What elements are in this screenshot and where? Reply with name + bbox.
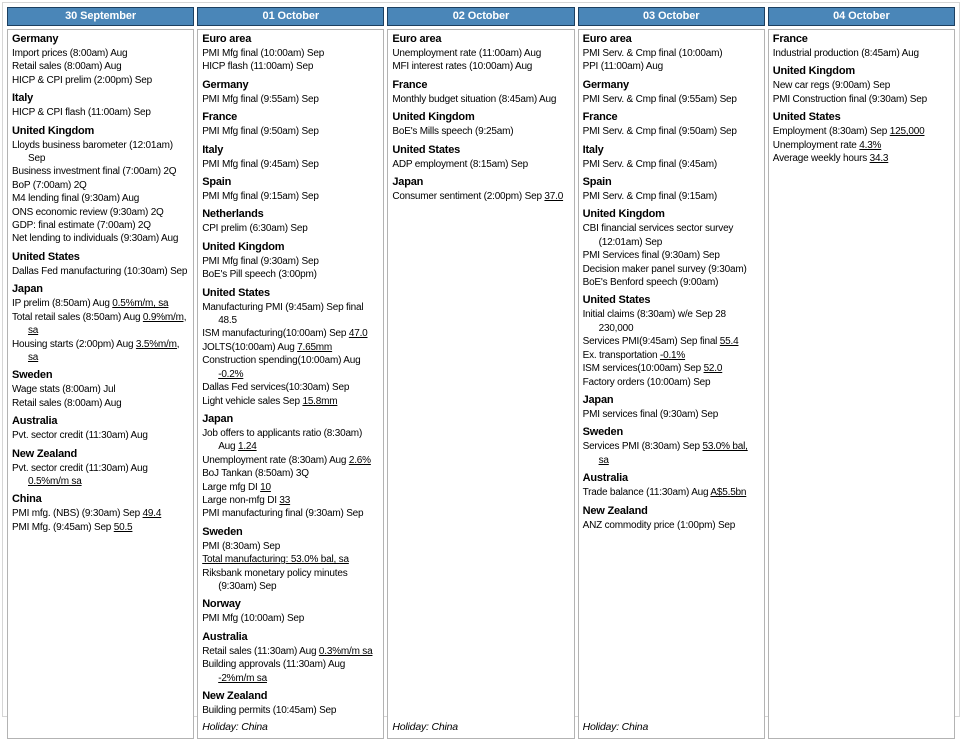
country-section-euro-area bbox=[202, 32, 379, 74]
country-section-spain bbox=[202, 171, 379, 203]
event-item: Factory orders (10:00am) Sep bbox=[583, 376, 760, 389]
event-item: Riksbank monetary policy minutes (9:30am) Sep bbox=[202, 567, 379, 594]
event-item: Housing starts (2:00pm) Aug 3.5%m/m, sa bbox=[12, 338, 189, 365]
event-item: Import prices (8:00am) Aug bbox=[12, 47, 189, 60]
day-column-30-september bbox=[7, 7, 194, 739]
country-section-sweden bbox=[202, 521, 379, 594]
event-item: PMI Mfg (10:00am) Sep bbox=[202, 612, 379, 625]
event-item: Business investment final (7:00am) 2Q bbox=[12, 165, 189, 178]
event-item: PMI manufacturing final (9:30am) Sep bbox=[202, 507, 379, 520]
event-item: PPI (11:00am) Aug bbox=[583, 60, 760, 73]
calendar-grid bbox=[7, 7, 955, 710]
country-section-united-states bbox=[392, 139, 569, 171]
country-header: Italy bbox=[583, 144, 760, 157]
country-header: Italy bbox=[12, 92, 189, 105]
event-item: HICP flash (11:00am) Sep bbox=[202, 60, 379, 73]
country-header: China bbox=[12, 493, 189, 506]
event-item: Large mfg DI 10 bbox=[202, 481, 379, 494]
event-item: BoJ Tankan (8:50am) 3Q bbox=[202, 467, 379, 480]
event-value: -0.1% bbox=[660, 350, 685, 361]
country-header: United States bbox=[773, 111, 950, 124]
country-section-united-kingdom bbox=[773, 60, 950, 106]
date-header: 04 October bbox=[768, 7, 955, 26]
country-section-japan bbox=[202, 408, 379, 521]
country-header: United Kingdom bbox=[12, 125, 189, 138]
country-header: New Zealand bbox=[12, 448, 189, 461]
date-header: 03 October bbox=[578, 7, 765, 26]
country-section-sweden bbox=[583, 421, 760, 467]
event-item: PMI Mfg final (9:45am) Sep bbox=[202, 158, 379, 171]
day-column-02-october bbox=[387, 7, 574, 739]
event-item: Building permits (10:45am) Sep bbox=[202, 704, 379, 717]
country-header: France bbox=[583, 111, 760, 124]
country-header: New Zealand bbox=[202, 690, 379, 703]
event-item: BoE's Mills speech (9:25am) bbox=[392, 125, 569, 138]
country-section-germany bbox=[202, 74, 379, 106]
country-header: Australia bbox=[583, 472, 760, 485]
event-value: 1.24 bbox=[238, 441, 257, 452]
event-value: 0.9%m/m, sa bbox=[28, 312, 186, 336]
holiday-note: Holiday: China bbox=[583, 717, 760, 733]
event-item: Pvt. sector credit (11:30am) Aug bbox=[12, 429, 189, 442]
event-item: Unemployment rate 4.3% bbox=[773, 139, 950, 152]
event-item: Ex. transportation -0.1% bbox=[583, 349, 760, 362]
day-events bbox=[7, 29, 194, 739]
event-item: ANZ commodity price (1:00pm) Sep bbox=[583, 519, 760, 532]
event-value: 3.5%m/m, sa bbox=[28, 339, 179, 363]
event-value: 49.4 bbox=[143, 508, 162, 519]
country-header: France bbox=[202, 111, 379, 124]
day-events bbox=[578, 29, 765, 739]
event-item: Trade balance (11:30am) Aug A$5.5bn bbox=[583, 486, 760, 499]
country-section-germany bbox=[12, 32, 189, 87]
country-header: Netherlands bbox=[202, 208, 379, 221]
country-header: Sweden bbox=[12, 369, 189, 382]
date-header: 30 September bbox=[7, 7, 194, 26]
event-value: 0.5%m/m sa bbox=[28, 476, 82, 487]
country-section-united-kingdom bbox=[202, 236, 379, 282]
event-value: 33 bbox=[279, 495, 290, 506]
event-value: 50.5 bbox=[114, 522, 133, 533]
country-header: Norway bbox=[202, 598, 379, 611]
event-item: PMI Mfg final (9:55am) Sep bbox=[202, 93, 379, 106]
country-section-australia bbox=[583, 467, 760, 499]
event-item: ADP employment (8:15am) Sep bbox=[392, 158, 569, 171]
event-item: PMI Serv. & Cmp final (9:15am) bbox=[583, 190, 760, 203]
event-item: Services PMI(9:45am) Sep final 55.4 bbox=[583, 335, 760, 348]
event-item: Monthly budget situation (8:45am) Aug bbox=[392, 93, 569, 106]
country-section-united-states bbox=[12, 246, 189, 278]
country-section-italy bbox=[583, 139, 760, 171]
event-item: CPI prelim (6:30am) Sep bbox=[202, 222, 379, 235]
country-section-new-zealand bbox=[12, 443, 189, 489]
event-value: 2.6% bbox=[349, 455, 371, 466]
country-section-japan bbox=[392, 171, 569, 203]
country-header: Euro area bbox=[202, 33, 379, 46]
event-item: Average weekly hours 34.3 bbox=[773, 152, 950, 165]
event-item: PMI Serv. & Cmp final (9:45am) bbox=[583, 158, 760, 171]
event-value: -0.2% bbox=[218, 369, 243, 380]
country-section-france bbox=[583, 106, 760, 138]
country-section-new-zealand bbox=[583, 500, 760, 532]
event-item: Building approvals (11:30am) Aug -2%m/m sa bbox=[202, 658, 379, 685]
country-header: France bbox=[392, 79, 569, 92]
event-item: PMI (8:30am) Sep bbox=[202, 540, 379, 553]
country-header: Germany bbox=[583, 79, 760, 92]
event-item: PMI services final (9:30am) Sep bbox=[583, 408, 760, 421]
event-item: PMI Serv. & Cmp final (10:00am) bbox=[583, 47, 760, 60]
event-item: Light vehicle sales Sep 15.8mm bbox=[202, 395, 379, 408]
country-section-italy bbox=[202, 139, 379, 171]
country-section-sweden bbox=[12, 364, 189, 410]
country-section-united-kingdom bbox=[12, 120, 189, 246]
event-item: HICP & CPI prelim (2:00pm) Sep bbox=[12, 74, 189, 87]
event-item: PMI Mfg. (9:45am) Sep 50.5 bbox=[12, 521, 189, 534]
event-value: 7.65mm bbox=[297, 342, 332, 353]
country-header: Australia bbox=[12, 415, 189, 428]
event-value: Total manufacturing: 53.0% bal, sa bbox=[202, 554, 349, 565]
event-item: Unemployment rate (11:00am) Aug bbox=[392, 47, 569, 60]
country-header: Japan bbox=[583, 394, 760, 407]
event-item: PMI mfg. (NBS) (9:30am) Sep 49.4 bbox=[12, 507, 189, 520]
date-header: 01 October bbox=[197, 7, 384, 26]
event-item: PMI Construction final (9:30am) Sep bbox=[773, 93, 950, 106]
event-item: Employment (8:30am) Sep 125,000 bbox=[773, 125, 950, 138]
country-header: Spain bbox=[202, 176, 379, 189]
country-section-china bbox=[12, 488, 189, 534]
country-section-france bbox=[202, 106, 379, 138]
event-item: JOLTS(10:00am) Aug 7.65mm bbox=[202, 341, 379, 354]
country-section-australia bbox=[202, 626, 379, 685]
event-value: 53.0% bal, sa bbox=[599, 441, 748, 465]
holiday-note: Holiday: China bbox=[392, 717, 569, 733]
country-header: France bbox=[773, 33, 950, 46]
event-item: IP prelim (8:50am) Aug 0.5%m/m, sa bbox=[12, 297, 189, 310]
event-item: Dallas Fed manufacturing (10:30am) Sep bbox=[12, 265, 189, 278]
country-section-france bbox=[392, 74, 569, 106]
event-item: ONS economic review (9:30am) 2Q bbox=[12, 206, 189, 219]
holiday-note: Holiday: China bbox=[202, 717, 379, 733]
day-events bbox=[387, 29, 574, 739]
event-value: A$5.5bn bbox=[710, 487, 746, 498]
event-item: Services PMI (8:30am) Sep 53.0% bal, sa bbox=[583, 440, 760, 467]
country-header: Sweden bbox=[202, 526, 379, 539]
event-item: PMI Mfg final (10:00am) Sep bbox=[202, 47, 379, 60]
country-section-united-states bbox=[773, 106, 950, 165]
event-item: Decision maker panel survey (9:30am) bbox=[583, 263, 760, 276]
event-item: CBI financial services sector survey (12:01am) Sep bbox=[583, 222, 760, 249]
event-value: 47.0 bbox=[349, 328, 368, 339]
event-item: Wage stats (8:00am) Jul bbox=[12, 383, 189, 396]
country-section-japan bbox=[583, 389, 760, 421]
event-item: Pvt. sector credit (11:30am) Aug 0.5%m/m sa bbox=[12, 462, 189, 489]
event-value: 125,000 bbox=[890, 126, 925, 137]
country-header: Germany bbox=[12, 33, 189, 46]
country-section-euro-area bbox=[392, 32, 569, 74]
event-item: Consumer sentiment (2:00pm) Sep 37.0 bbox=[392, 190, 569, 203]
country-header: United Kingdom bbox=[773, 65, 950, 78]
event-item: Job offers to applicants ratio (8:30am) Aug 1.24 bbox=[202, 427, 379, 454]
event-item: ISM services(10:00am) Sep 52.0 bbox=[583, 362, 760, 375]
day-column-04-october bbox=[768, 7, 955, 739]
day-column-01-october bbox=[197, 7, 384, 739]
event-value: 0.5%m/m, sa bbox=[112, 298, 168, 309]
event-value: 55.4 bbox=[720, 336, 739, 347]
country-section-euro-area bbox=[583, 32, 760, 74]
event-item: Total retail sales (8:50am) Aug 0.9%m/m, sa bbox=[12, 311, 189, 338]
country-section-norway bbox=[202, 593, 379, 625]
event-item: Retail sales (11:30am) Aug 0.3%m/m sa bbox=[202, 645, 379, 658]
country-header: Germany bbox=[202, 79, 379, 92]
event-item: Large non-mfg DI 33 bbox=[202, 494, 379, 507]
country-header: Spain bbox=[583, 176, 760, 189]
event-item: Retail sales (8:00am) Aug bbox=[12, 397, 189, 410]
country-section-netherlands bbox=[202, 203, 379, 235]
country-section-italy bbox=[12, 87, 189, 119]
event-item: Construction spending(10:00am) Aug -0.2% bbox=[202, 354, 379, 381]
country-header: Euro area bbox=[392, 33, 569, 46]
country-header: Australia bbox=[202, 631, 379, 644]
country-header: Japan bbox=[392, 176, 569, 189]
event-value: 10 bbox=[260, 482, 271, 493]
country-header: Italy bbox=[202, 144, 379, 157]
event-item: Industrial production (8:45am) Aug bbox=[773, 47, 950, 60]
event-item: PMI Services final (9:30am) Sep bbox=[583, 249, 760, 262]
event-item: New car regs (9:00am) Sep bbox=[773, 79, 950, 92]
event-item: PMI Serv. & Cmp final (9:50am) Sep bbox=[583, 125, 760, 138]
country-section-france bbox=[773, 32, 950, 60]
date-header: 02 October bbox=[387, 7, 574, 26]
country-header: United States bbox=[12, 251, 189, 264]
event-item: MFI interest rates (10:00am) Aug bbox=[392, 60, 569, 73]
country-header: United Kingdom bbox=[583, 208, 760, 221]
event-item: PMI Mfg final (9:30am) Sep bbox=[202, 255, 379, 268]
country-section-united-states bbox=[583, 289, 760, 388]
country-header: United Kingdom bbox=[202, 241, 379, 254]
event-item: Initial claims (8:30am) w/e Sep 28 230,000 bbox=[583, 308, 760, 335]
country-section-new-zealand bbox=[202, 685, 379, 717]
day-column-03-october bbox=[578, 7, 765, 739]
event-item: BoP (7:00am) 2Q bbox=[12, 179, 189, 192]
day-events bbox=[197, 29, 384, 739]
event-value: 15.8mm bbox=[302, 396, 337, 407]
country-header: United Kingdom bbox=[392, 111, 569, 124]
country-section-spain bbox=[583, 171, 760, 203]
event-item: PMI Mfg final (9:50am) Sep bbox=[202, 125, 379, 138]
event-value: 52.0 bbox=[704, 363, 723, 374]
event-value: 0.3%m/m sa bbox=[319, 646, 373, 657]
country-header: Japan bbox=[12, 283, 189, 296]
economic-calendar bbox=[2, 2, 960, 717]
event-item: PMI Mfg final (9:15am) Sep bbox=[202, 190, 379, 203]
country-section-germany bbox=[583, 74, 760, 106]
event-item: PMI Serv. & Cmp final (9:55am) Sep bbox=[583, 93, 760, 106]
event-item: BoE's Benford speech (9:00am) bbox=[583, 276, 760, 289]
country-header: United States bbox=[392, 144, 569, 157]
event-item: Net lending to individuals (9:30am) Aug bbox=[12, 232, 189, 245]
country-header: Euro area bbox=[583, 33, 760, 46]
country-section-japan bbox=[12, 278, 189, 364]
event-item: Unemployment rate (8:30am) Aug 2.6% bbox=[202, 454, 379, 467]
event-item: GDP: final estimate (7:00am) 2Q bbox=[12, 219, 189, 232]
event-item: Retail sales (8:00am) Aug bbox=[12, 60, 189, 73]
event-item: Manufacturing PMI (9:45am) Sep final 48.5 bbox=[202, 301, 379, 328]
event-item: BoE's Pill speech (3:00pm) bbox=[202, 268, 379, 281]
country-header: United States bbox=[583, 294, 760, 307]
country-section-united-kingdom bbox=[583, 203, 760, 289]
country-header: New Zealand bbox=[583, 505, 760, 518]
event-item bbox=[202, 553, 379, 566]
event-value: 37.0 bbox=[544, 191, 563, 202]
event-item: Lloyds business barometer (12:01am) Sep bbox=[12, 139, 189, 166]
event-item: M4 lending final (9:30am) Aug bbox=[12, 192, 189, 205]
event-item: ISM manufacturing(10:00am) Sep 47.0 bbox=[202, 327, 379, 340]
country-section-united-kingdom bbox=[392, 106, 569, 138]
event-item: HICP & CPI flash (11:00am) Sep bbox=[12, 106, 189, 119]
country-header: United States bbox=[202, 287, 379, 300]
country-section-australia bbox=[12, 410, 189, 442]
event-value: 34.3 bbox=[870, 153, 889, 164]
event-value: 4.3% bbox=[859, 140, 881, 151]
country-header: Japan bbox=[202, 413, 379, 426]
country-header: Sweden bbox=[583, 426, 760, 439]
day-events bbox=[768, 29, 955, 739]
event-item: Dallas Fed services(10:30am) Sep bbox=[202, 381, 379, 394]
event-value: -2%m/m sa bbox=[218, 673, 267, 684]
country-section-united-states bbox=[202, 282, 379, 408]
